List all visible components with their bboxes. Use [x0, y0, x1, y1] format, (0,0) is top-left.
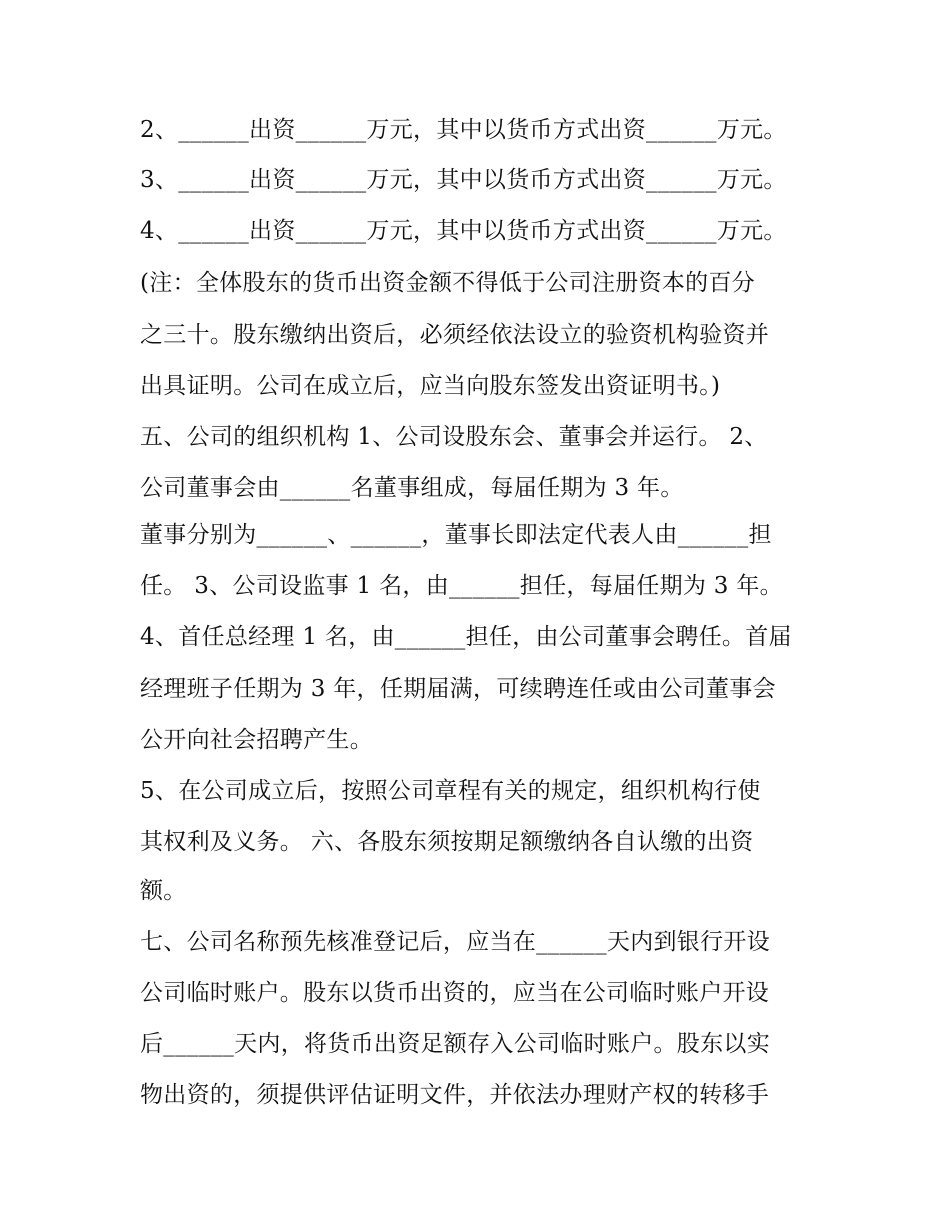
document-line: 七、公司名称预先核准登记后，应当在______天内到银行开设: [140, 929, 770, 955]
document-line: 4、首任总经理 1 名，由______担任，由公司董事会聘任。首届: [140, 624, 792, 650]
document-line: 之三十。股东缴纳出资后，必须经依法设立的验资机构验资并: [140, 322, 770, 348]
document-line: 其权利及义务。 六、各股东须按期足额缴纳各自认缴的出资: [140, 829, 754, 855]
document-line: 物出资的，须提供评估证明文件，并依法办理财产权的转移手: [140, 1082, 770, 1108]
document-line: 后______天内，将货币出资足额存入公司临时账户。股东以实: [140, 1031, 770, 1057]
document-line: 公开向社会招聘产生。: [140, 727, 373, 753]
document-line: 3、______出资______万元，其中以货币方式出资______万元。: [140, 167, 787, 193]
document-line: 任。 3、公司设监事 1 名，由______担任，每届任期为 3 年。: [140, 573, 783, 599]
document-line: 五、公司的组织机构 1、公司设股东会、董事会并运行。 2、: [140, 424, 768, 450]
document-line: 5、在公司成立后，按照公司章程有关的规定，组织机构行使: [140, 778, 761, 804]
document-line: 额。: [140, 878, 187, 904]
document-line: 公司董事会由______名董事组成，每届任期为 3 年。: [140, 475, 684, 501]
document-line: 2、______出资______万元，其中以货币方式出资______万元。: [140, 117, 787, 143]
document-line: 董事分别为______、______，董事长即法定代表人由______担: [140, 522, 772, 548]
document-line: 公司临时账户。股东以货币出资的，应当在公司临时账户开设: [140, 980, 770, 1006]
document-line: (注：全体股东的货币出资金额不得低于公司注册资本的百分: [140, 270, 756, 296]
document-line: 出具证明。公司在成立后，应当向股东签发出资证明书。): [140, 373, 721, 399]
document-line: 4、______出资______万元，其中以货币方式出资______万元。: [140, 218, 787, 244]
document-line: 经理班子任期为 3 年，任期届满，可续聘连任或由公司董事会: [140, 676, 776, 702]
